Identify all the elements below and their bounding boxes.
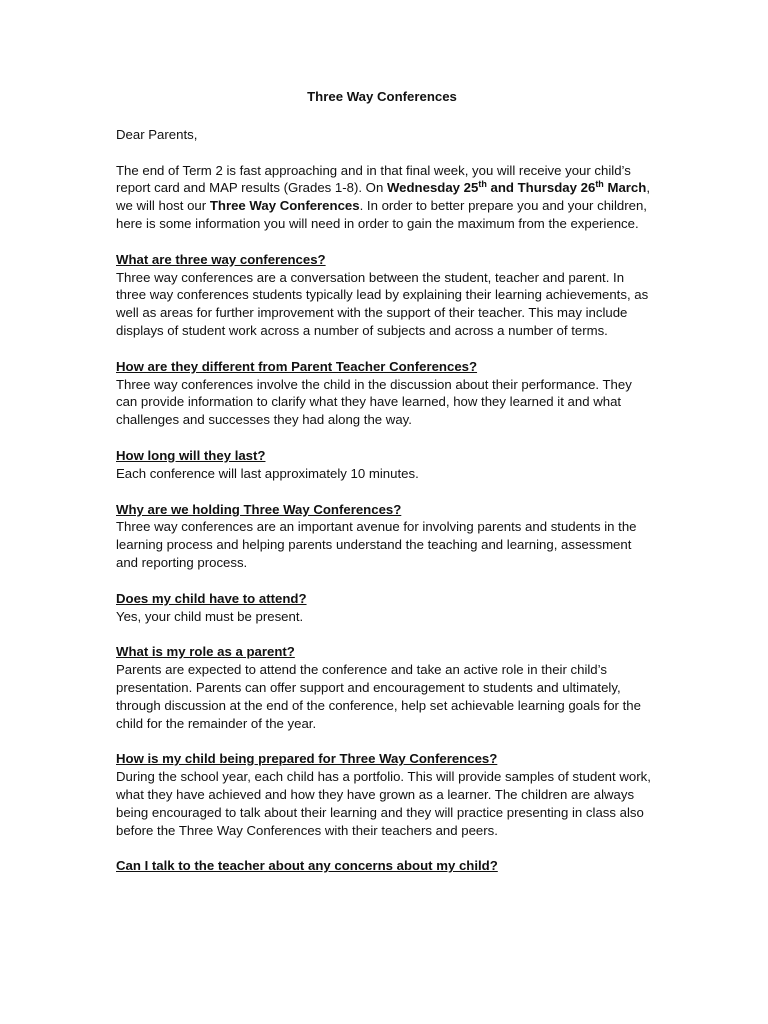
intro-date-wednesday-suffix: th bbox=[478, 179, 487, 190]
faq-question: How is my child being prepared for Three Way Conferences? bbox=[116, 751, 498, 767]
document-title: Three Way Conferences bbox=[307, 89, 457, 104]
intro-date-wednesday: Wednesday 25 bbox=[386, 180, 479, 196]
document-page bbox=[116, 88, 656, 893]
faq-answer: Three way conferences are a conversation between the student, teacher and parent. In three way conferences students typically lead by explaining their learning achievements, as well as areas for further improvement with the support of their teacher. This may include displays of student work across a number of subjects and across a number of terms. bbox=[116, 269, 649, 338]
faq-answer: Yes, your child must be present. bbox=[116, 608, 304, 624]
faq-section bbox=[116, 857, 656, 875]
intro-paragraph bbox=[116, 162, 656, 233]
intro-date-thursday-suffix: th bbox=[595, 179, 604, 190]
faq-question: How long will they last? bbox=[116, 447, 266, 463]
faq-section bbox=[116, 643, 656, 732]
faq-section bbox=[116, 447, 656, 483]
faq-question: Does my child have to attend? bbox=[116, 590, 307, 606]
faq-answer: Parents are expected to attend the conference and take an active role in their child’s presentation. Parents can offer support and encouragement to students and ultimately, through discussion at the end of the conference, help set achievable learning goals for the child for the remainder of the year. bbox=[116, 662, 641, 731]
intro-date-thursday: and Thursday 26 bbox=[486, 180, 596, 196]
intro-event-name: Three Way Conferences bbox=[209, 198, 360, 214]
intro-text-3: . In order to better prepare you and your children, here is some information you will need in order to gain the maximum from the experience. bbox=[116, 198, 647, 231]
intro-text-2: , we will host our bbox=[116, 180, 650, 214]
faq-answer: Three way conferences involve the child in the discussion about their performance. They can provide information to clarify what they have learned, how they learned it and what challenges and successes they had along the way. bbox=[116, 376, 632, 428]
faq-section bbox=[116, 501, 656, 572]
faq-question: How are they different from Parent Teacher Conferences? bbox=[116, 358, 478, 374]
faq-question: What are three way conferences? bbox=[116, 251, 326, 267]
faq-answer: Each conference will last approximately 10 minutes. bbox=[116, 465, 419, 481]
salutation: Dear Parents, bbox=[116, 126, 198, 142]
faq-question: What is my role as a parent? bbox=[116, 644, 295, 660]
faq-answer: During the school year, each child has a portfolio. This will provide samples of student work, what they have achieved and how they have grown as a learner. The children are always being encouraged to talk about their learning and they will practice presenting in class also before the Three Way Conferences with their teachers and peers. bbox=[116, 769, 651, 838]
faq-question: Can I talk to the teacher about any concerns about my child? bbox=[116, 858, 498, 874]
faq-section bbox=[116, 590, 656, 626]
faq-section bbox=[116, 750, 656, 839]
faq-answer: Three way conferences are an important avenue for involving parents and students in the learning process and helping parents understand the teaching and learning, assessment and reporting process. bbox=[116, 519, 637, 570]
faq-section bbox=[116, 358, 656, 429]
intro-month: March bbox=[603, 180, 647, 196]
faq-question: Why are we holding Three Way Conferences? bbox=[116, 501, 402, 517]
faq-section bbox=[116, 251, 656, 340]
intro-text-1: The end of Term 2 is fast approaching and in that final week, you will receive your child’s report card and MAP results (Grades 1-8). On bbox=[116, 162, 631, 196]
